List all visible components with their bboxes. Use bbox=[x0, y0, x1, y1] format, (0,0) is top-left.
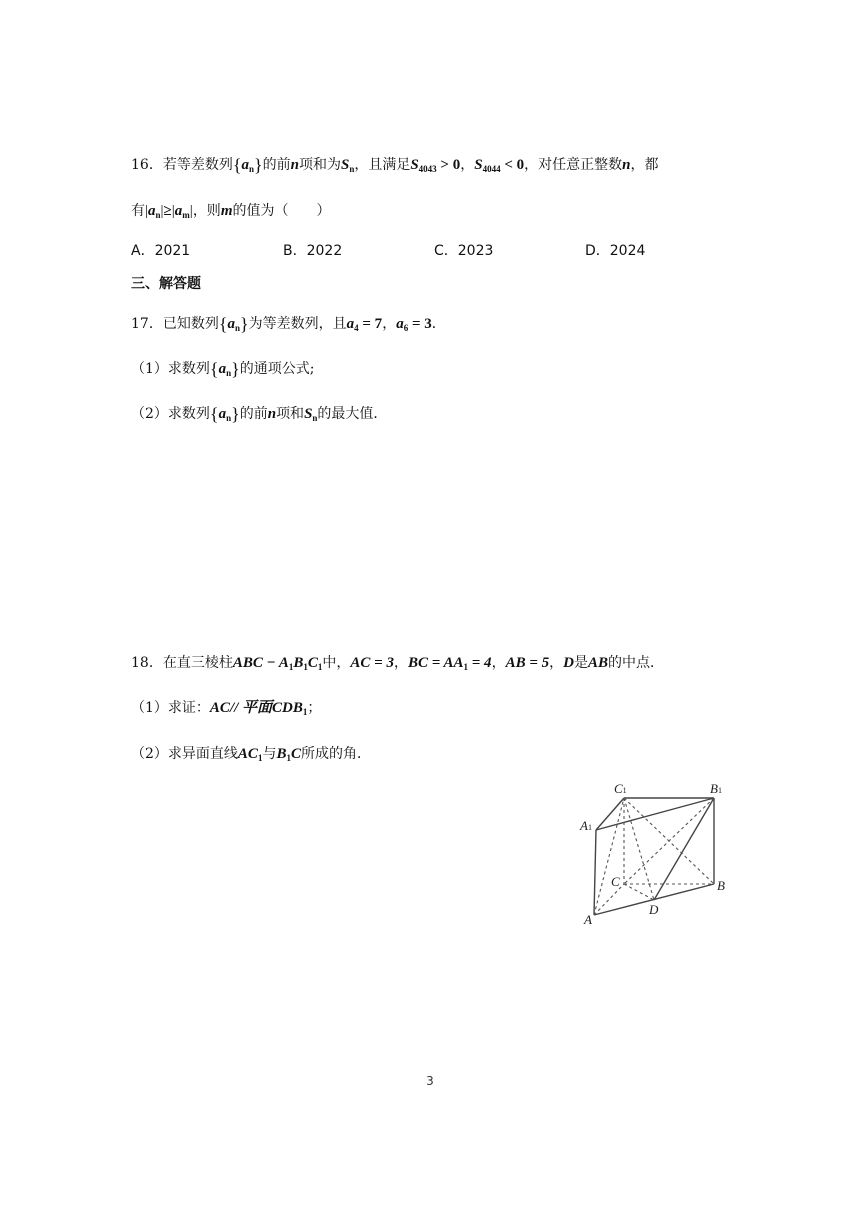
q16-option-b: B．2022 bbox=[283, 243, 343, 259]
section-title: 三、解答题 bbox=[131, 276, 201, 292]
edge-b1-d bbox=[654, 798, 714, 900]
q17-line-1: 17．已知数列$\{a_n\}$为等差数列，且$a_4 = 7$，$a_6 = 3$． bbox=[131, 314, 446, 334]
q17-part-1: （1）求数列$\{a_n\}$的通项公式; bbox=[131, 359, 315, 379]
edge-a1-b1 bbox=[596, 798, 714, 830]
label-c: C bbox=[611, 874, 620, 889]
page-number: 3 bbox=[426, 1074, 434, 1088]
q16-option-a: A．2021 bbox=[131, 243, 191, 259]
prism-figure bbox=[578, 780, 738, 930]
q18-part-1: （1）求证：AC// 平面$CDB_1$； bbox=[131, 700, 322, 717]
label-d: D bbox=[649, 902, 659, 917]
q16-option-c: C．2023 bbox=[434, 243, 494, 259]
q17-part-2: （2）求数列$\{a_n\}$的前n项和$S_n$的最大值． bbox=[131, 404, 388, 424]
label-a1: A1 bbox=[580, 818, 592, 833]
label-c1: C1 bbox=[614, 781, 627, 796]
edge-a-a1 bbox=[594, 830, 596, 915]
q16-option-d: D．2024 bbox=[585, 243, 646, 259]
q18-line-1: 18．在直三棱柱ABC − $A_1B_1C_1$中，AC = 3，BC = $AA_1 = 4$，AB = 5，D是AB的中点． bbox=[131, 655, 664, 672]
q18-part-2: （2）求异面直线$AC_1$与$B_1C$所成的角． bbox=[131, 746, 371, 763]
label-b1: B1 bbox=[710, 781, 722, 796]
q16-line-2: 有$|a_n|\ge|a_m|$，则m的值为（ ） bbox=[131, 203, 331, 220]
q16-line-1: 16．若等差数列$\{a_n\}$的前n项和为$S_n$，且满足$S_{4043} > 0$，$S_{4044} < 0$，对任意正整数n，都 bbox=[131, 155, 659, 175]
label-a: A bbox=[584, 912, 592, 927]
label-b: B bbox=[717, 878, 725, 893]
edge-c1-d bbox=[624, 798, 654, 900]
